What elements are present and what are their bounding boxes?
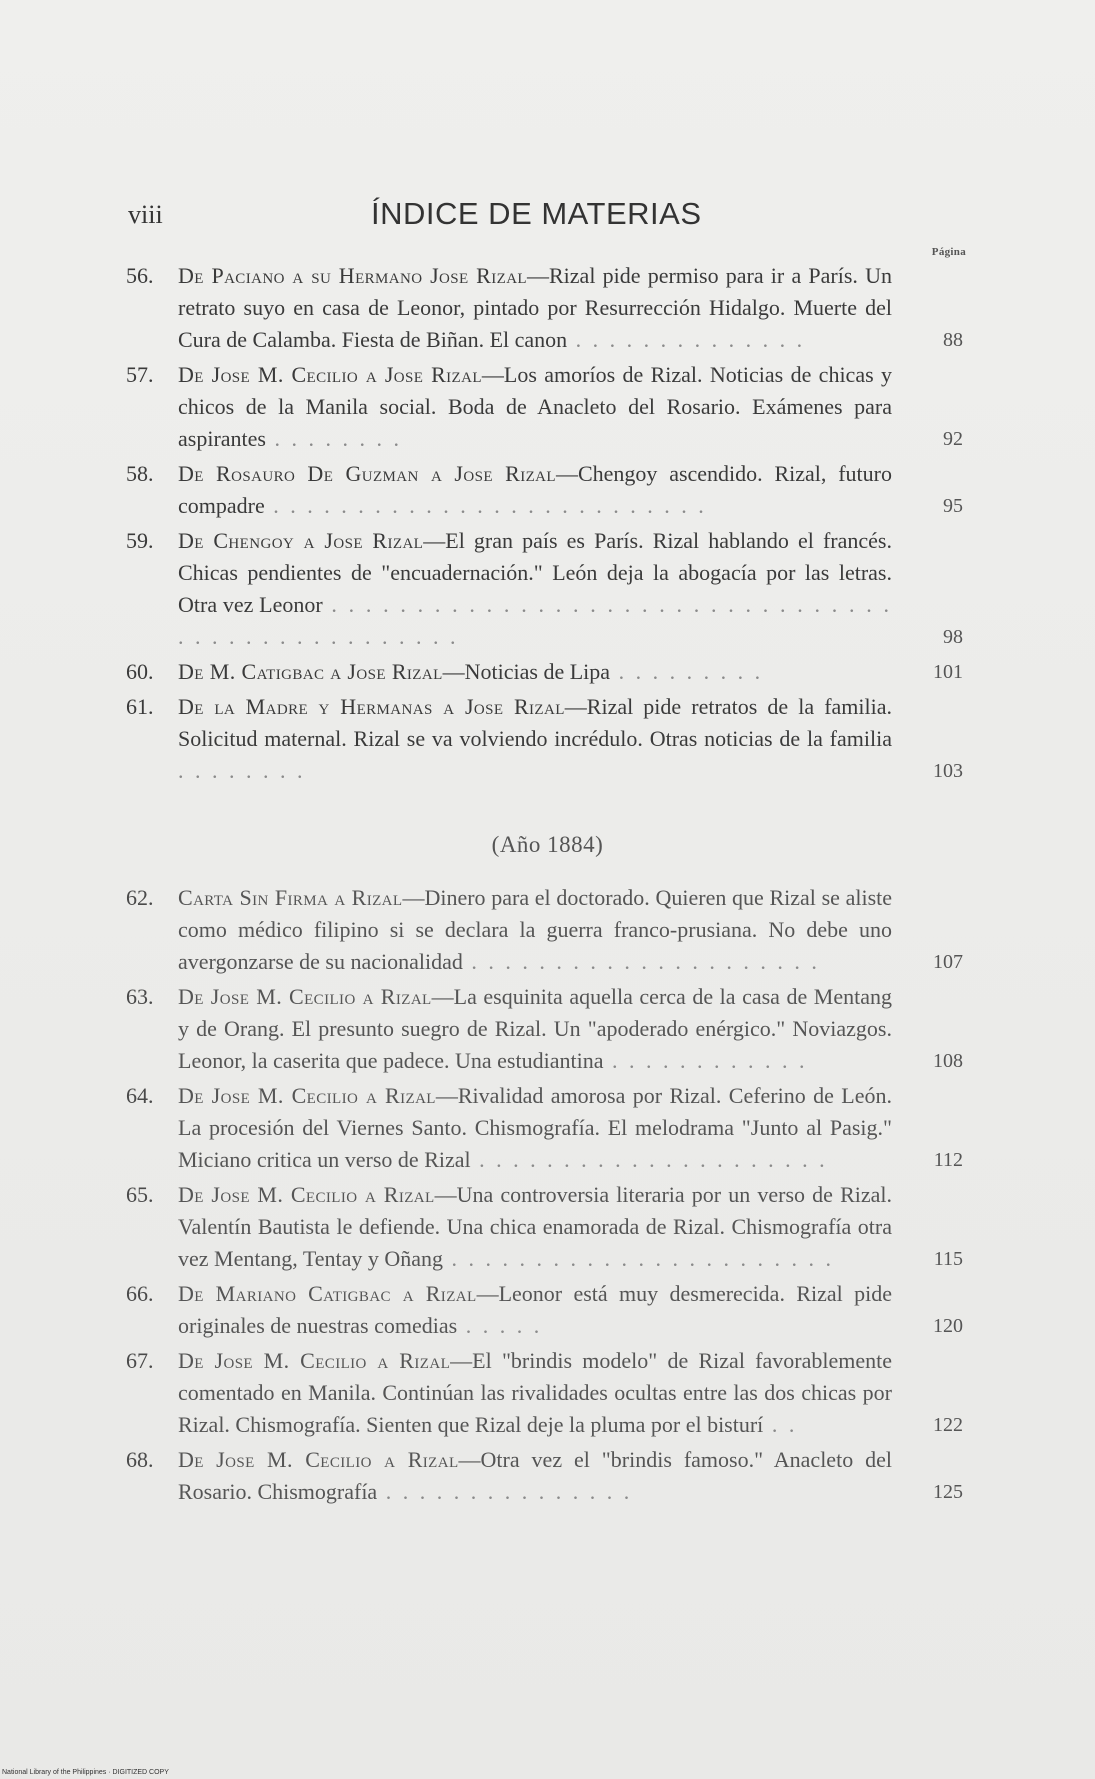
page-number: viii	[128, 200, 163, 229]
dot-leader: . . . . . . . . .	[610, 659, 764, 684]
running-head	[128, 196, 968, 236]
entry-description: —Otra vez el "brindis famoso." Anacleto del Rosario. Chismografía	[178, 1447, 892, 1504]
entry-sender: De Jose M. Cecilio a Rizal	[178, 1447, 459, 1472]
toc-entry	[126, 691, 982, 787]
entry-number: 61.	[126, 694, 154, 719]
toc-entry	[126, 1278, 982, 1342]
entry-text	[178, 359, 892, 455]
entry-page-number: 112	[933, 1149, 963, 1171]
library-footer: National Library of the Philippines · DIGITIZED COPY	[2, 1769, 169, 1776]
toc-entry	[126, 981, 982, 1077]
entry-sender: De Jose M. Cecilio a Jose Rizal	[178, 362, 482, 387]
toc-entry	[126, 525, 982, 653]
dot-leader: . . . . . . . . . . . . . . . . . . . . . . .	[443, 1246, 835, 1271]
entry-sender: De Jose M. Cecilio a Rizal	[178, 1182, 435, 1207]
entry-sender: De Mariano Catigbac a Rizal	[178, 1281, 477, 1306]
entry-number: 58.	[126, 461, 154, 486]
entry-number: 68.	[126, 1447, 154, 1472]
entry-description: —Una controversia literaria por un verso de Rizal. Valentín Bautista le defiende. Una chica enamorada de Rizal. Chismografía otra vez Mentang, Tentay y Oñang	[178, 1182, 893, 1271]
dot-leader: . .	[763, 1412, 798, 1437]
entry-page-number: 115	[933, 1248, 963, 1270]
toc-entry	[126, 458, 982, 522]
entry-sender: De Jose M. Cecilio a Rizal	[178, 984, 432, 1009]
dot-leader: . . . . . . . . . . . .	[603, 1048, 808, 1073]
entry-number: 63.	[126, 984, 154, 1009]
entry-description: —Chengoy ascendido. Rizal, futuro compadre	[178, 461, 892, 518]
dot-leader: . . . . . . . .	[178, 758, 306, 783]
dot-leader: . . . . . . . . . . . . . . . . . . . . . . . . . .	[264, 493, 707, 518]
entry-number: 59.	[126, 528, 154, 553]
entry-description: —Dinero para el doctorado. Quieren que Rizal se aliste como médico filipino si se declara la guerra franco-prusiana. No debe uno avergonzarse de su nacionalidad	[178, 885, 893, 974]
entry-description: —El gran país es París. Rizal hablando el francés. Chicas pendientes de "encuadernación." León deja la abogacía por las letras. Otra vez Leonor	[178, 528, 892, 617]
entry-page-number: 125	[933, 1481, 963, 1503]
entry-page-number: 120	[933, 1315, 963, 1337]
entry-sender: De Paciano a su Hermano Jose Rizal	[178, 263, 527, 288]
entry-number: 57.	[126, 362, 154, 387]
entry-description: —El "brindis modelo" de Rizal favorablemente comentado en Manila. Continúan las rivalidades ocultas entre las dos chicas por Rizal. Chismografía. Sienten que Rizal deje la pluma por el bisturí	[178, 1348, 892, 1437]
dot-leader: . . . . . . . . . . . . . . . . . . . . .	[470, 1147, 828, 1172]
entry-number: 66.	[126, 1281, 154, 1306]
entry-sender: De la Madre y Hermanas a Jose Rizal	[178, 694, 565, 719]
toc-entry	[126, 1080, 982, 1176]
entry-text	[178, 882, 892, 978]
entry-text	[178, 691, 892, 787]
toc-entry	[126, 260, 982, 356]
entry-number: 56.	[126, 263, 154, 288]
entry-text	[178, 1080, 892, 1176]
entry-text	[178, 1179, 892, 1275]
entry-text	[178, 981, 892, 1077]
entry-number: 64.	[126, 1083, 154, 1108]
entry-page-number: 92	[943, 428, 963, 450]
entry-text	[178, 525, 892, 653]
dot-leader: . . . . . . . . . . . . . . . . . . . . . . . . . . . . . . . . . . . . . . . . . . . . . . . . . .	[178, 592, 892, 649]
year-heading: (Año 1884)	[491, 832, 604, 857]
toc-entry	[126, 1179, 982, 1275]
entry-sender: De Chengoy a Jose Rizal	[178, 528, 424, 553]
entry-description: —Noticias de Lipa	[442, 659, 611, 684]
toc-entry	[126, 656, 982, 688]
toc-entry	[126, 359, 982, 455]
entry-text	[178, 260, 892, 356]
dot-leader: . . . . . . . . . . . . . . .	[377, 1479, 633, 1504]
entry-text	[178, 1278, 892, 1342]
entry-description: —Rizal pide permiso para ir a París. Un retrato suyo en casa de Leonor, pintado por Resurrección Hidalgo. Muerte del Cura de Calamba. Fiesta de Biñan. El canon	[178, 263, 892, 352]
entry-sender: De Rosauro De Guzman a Jose Rizal	[178, 461, 556, 486]
dot-leader: . . . . . . . .	[265, 426, 402, 451]
entry-number: 62.	[126, 885, 154, 910]
dot-leader: . . . . .	[457, 1313, 543, 1338]
entry-text	[178, 1444, 892, 1508]
entry-page-number: 95	[943, 495, 963, 517]
entry-sender: De Jose M. Cecilio a Rizal	[178, 1348, 451, 1373]
entry-page-number: 108	[933, 1050, 963, 1072]
dot-leader: . . . . . . . . . . . . . .	[567, 327, 806, 352]
toc-entry	[126, 1444, 982, 1508]
entry-text	[178, 656, 892, 688]
entry-text	[178, 458, 892, 522]
entry-page-number: 122	[933, 1414, 963, 1436]
entry-description: —Los amoríos de Rizal. Noticias de chicas y chicos de la Manila social. Boda de Anacleto del Rosario. Exámenes para aspirantes	[178, 362, 893, 451]
entry-page-number: 107	[933, 951, 963, 973]
entry-number: 67.	[126, 1348, 154, 1373]
entry-description: —Leonor está muy desmerecida. Rizal pide originales de nuestras comedias	[178, 1281, 892, 1338]
entry-description: —Rivalidad amorosa por Rizal. Ceferino de León. La procesión del Viernes Santo. Chismografía. El melodrama "Junto al Pasig." Miciano critica un verso de Rizal	[178, 1083, 892, 1172]
entry-sender: De Jose M. Cecilio a Rizal	[178, 1083, 436, 1108]
entry-page-number: 101	[933, 661, 963, 683]
entry-number: 60.	[126, 659, 154, 684]
entry-number: 65.	[126, 1182, 154, 1207]
toc-section-1883	[126, 260, 982, 790]
entry-page-number: 98	[943, 626, 963, 648]
toc-entry	[126, 882, 982, 978]
entry-description: —Rizal pide retratos de la familia. Solicitud maternal. Rizal se va volviendo incrédulo. Otras noticias de la familia	[178, 694, 893, 751]
dot-leader: . . . . . . . . . . . . . . . . . . . . .	[462, 949, 820, 974]
toc-entry	[126, 1345, 982, 1441]
toc-section-1884	[126, 882, 982, 1511]
page-column-label: Página	[931, 246, 966, 258]
entry-sender: Carta Sin Firma a Rizal	[178, 885, 403, 910]
entry-sender: De M. Catigbac a Jose Rizal	[178, 659, 443, 684]
entry-text	[178, 1345, 892, 1441]
entry-description: —La esquinita aquella cerca de la casa de Mentang y de Orang. El presunto suegro de Rizal. Un "apoderado enérgico." Noviazgos. Leonor, la caserita que padece. Una estudiantina	[178, 984, 892, 1073]
entry-page-number: 103	[933, 760, 963, 782]
page-title: ÍNDICE DE MATERIAS	[371, 196, 702, 231]
entry-page-number: 88	[943, 329, 963, 351]
